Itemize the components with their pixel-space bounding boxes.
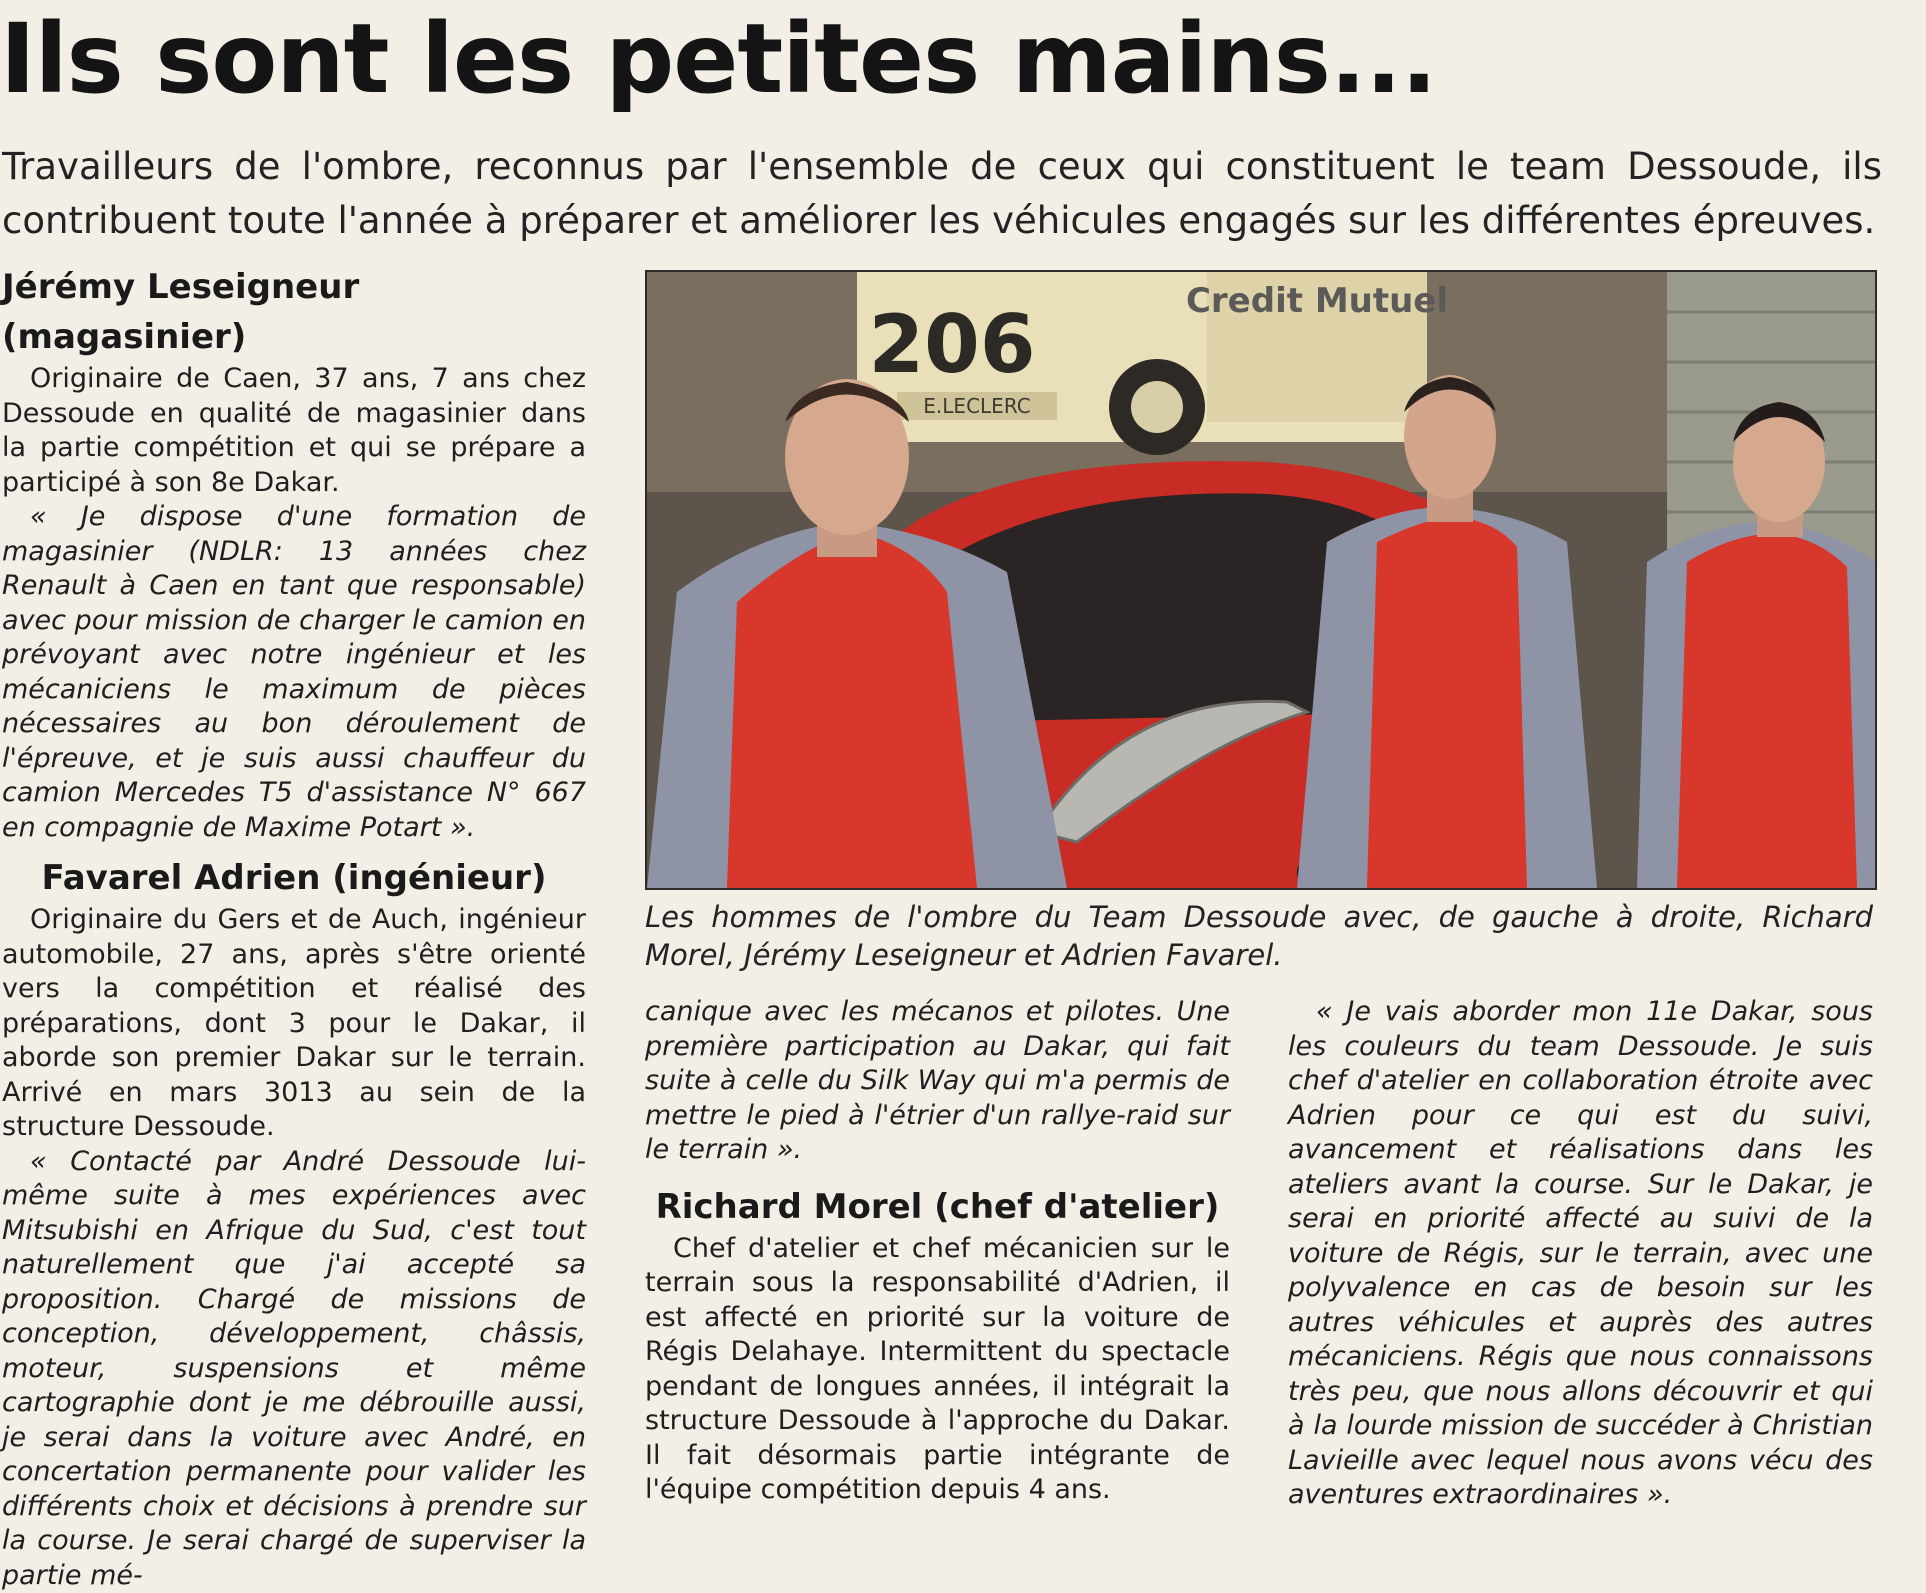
standfirst: Travailleurs de l'ombre, reconnus par l'ensemble de ceux qui constituent le team Dessoude, ils contribuent toute l'année à préparer et améliorer les véhicules engagés sur les différentes épreuves. <box>2 140 1882 248</box>
right-column <box>1288 995 1873 1513</box>
truck-number: 206 <box>869 298 1036 391</box>
heading-adrien: Favarel Adrien (ingénieur) <box>2 853 586 903</box>
heading-richard: Richard Morel (chef d'atelier) <box>645 1182 1230 1232</box>
jeremy-intro: Originaire de Caen, 37 ans, 7 ans chez Dessoude en qualité de magasinier dans la partie compétition et qui se prépare a participé à son 8e Dakar. <box>2 362 586 500</box>
adrien-quote-part2: canique avec les mécanos et pilotes. Une première participation au Dakar, qui fait suite à celle du Silk Way qui m'a permis de mettre le pied à l'étrier d'un rallye-raid sur le terrain ». <box>645 995 1230 1168</box>
left-column <box>2 262 586 1593</box>
adrien-intro: Originaire du Gers et de Auch, ingénieur automobile, 27 ans, après s'être orienté vers la compétition et réalisé des préparations, dont 3 pour le Dakar, il aborde son premier Dakar sur le terrain. Arrivé en mars 3013 au sein de la structure Dessoude. <box>2 903 586 1145</box>
truck-plate: E.LECLERC <box>923 394 1030 418</box>
race-truck <box>857 272 1448 455</box>
richard-quote: « Je vais aborder mon 11e Dakar, sous les couleurs du team Dessoude. Je suis chef d'atelier en collaboration étroite avec Adrien pour ce qui est du suivi, avancement et réalisations dans les ateliers avant la course. Sur le Dakar, je serai en priorité affecté au suivi de la voiture de Régis, sur le terrain, avec une polyvalence en cas de besoin sur les autres véhicules et auprès des autres mécaniciens. Régis que nous connaissons très peu, que nous allons découvrir et qui à la lourde mission de succéder à Christian Lavieille avec lequel nous avons vécu des aventures extraordinaires ». <box>1288 995 1873 1513</box>
richard-intro: Chef d'atelier et chef mécanicien sur le terrain sous la responsabilité d'Adrien, il est affecté en priorité sur la voiture de Régis Delahaye. Intermittent du spectacle pendant de longues années, il intégrait la structure Dessoude à l'approche du Dakar. Il fait désormais partie intégrante de l'équipe compétition depuis 4 ans. <box>645 1232 1230 1508</box>
middle-column <box>645 995 1230 1508</box>
photo-caption: Les hommes de l'ombre du Team Dessoude avec, de gauche à droite, Richard Morel, Jérémy Leseigneur et Adrien Favarel. <box>645 898 1873 974</box>
team-photo <box>645 270 1877 890</box>
jeremy-quote: « Je dispose d'une formation de magasinier (NDLR: 13 années chez Renault à Caen en tant que responsable) avec pour mission de charger le camion en prévoyant avec notre ingénieur et les mécaniciens le maximum de pièces nécessaires au bon déroulement de l'épreuve, et je suis aussi chauffeur du camion Mercedes T5 d'assistance N° 667 en compagnie de Maxime Potart ». <box>2 500 586 845</box>
heading-jeremy: Jérémy Leseigneur (magasinier) <box>2 262 586 362</box>
headline: Ils sont les petites mains... <box>0 4 1900 114</box>
truck-sponsor: Credit Mutuel <box>1186 281 1448 321</box>
team-photo-illustration <box>647 272 1875 888</box>
adrien-quote-part1: « Contacté par André Dessoude lui-même suite à mes expériences avec Mitsubishi en Afrique du Sud, c'est tout naturellement que j'ai accepté sa proposition. Chargé de missions de conception, développement, châssis, moteur, suspensions et même cartographie dont je me débrouille aussi, je serai dans la voiture avec André, en concertation permanente pour valider les différents choix et décisions à prendre sur la course. Je serai chargé de superviser la partie mé- <box>2 1145 586 1593</box>
